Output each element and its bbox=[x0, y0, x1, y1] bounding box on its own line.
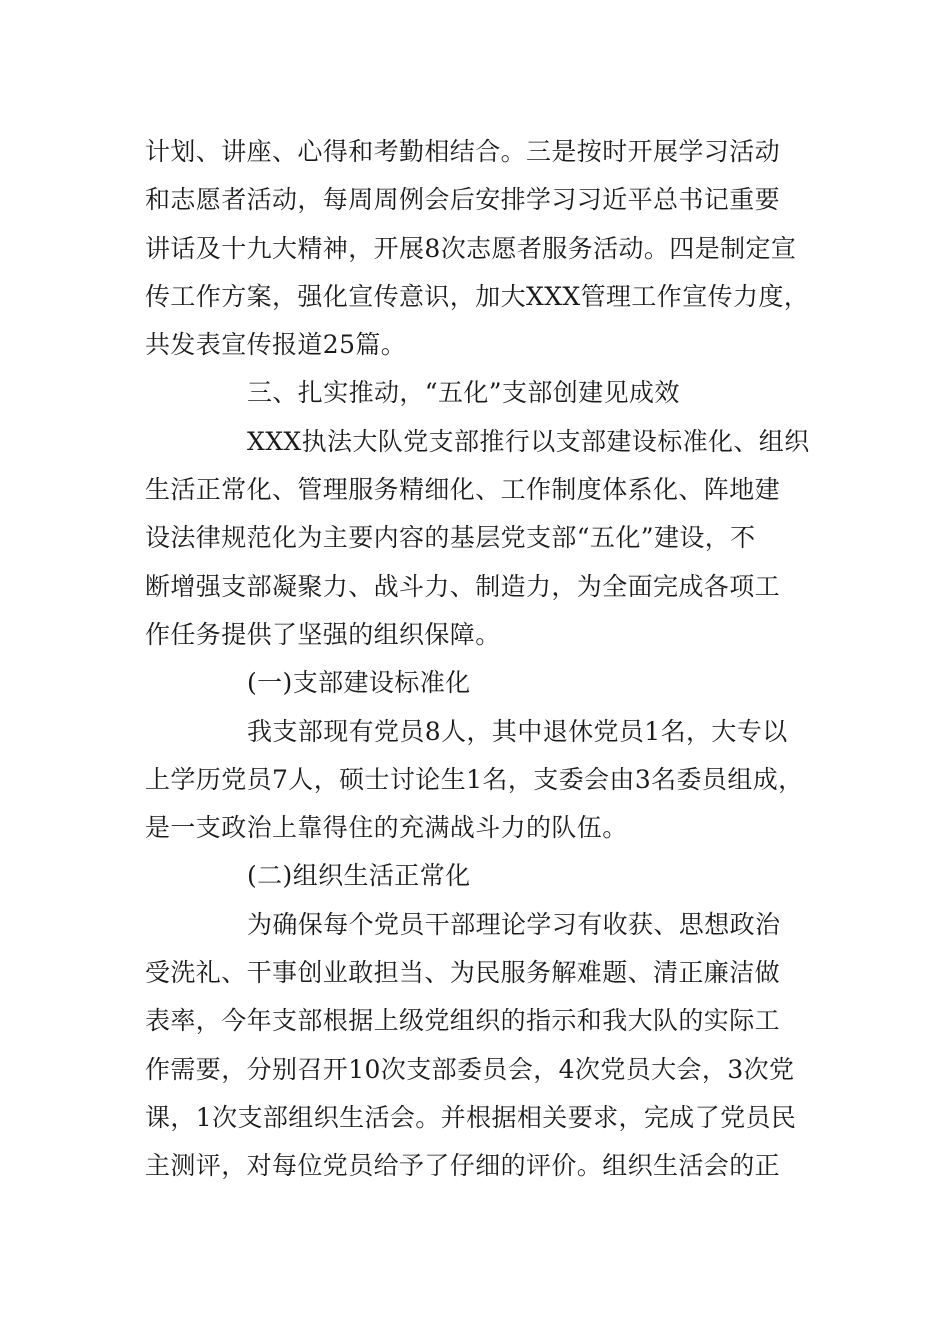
subsection-heading: (一)支部建设标准化 bbox=[247, 668, 471, 698]
text-line: 断增强支部凝聚力、战斗力、制造力，为全面完成各项工 bbox=[145, 571, 781, 601]
document-body bbox=[145, 128, 810, 1191]
text-line: XXX执法大队党支部推行以支部建设标准化、组织 bbox=[247, 426, 810, 456]
text-line: 计划、讲座、心得和考勤相结合。三是按时开展学习活动 bbox=[145, 137, 781, 166]
text-line: 共发表宣传报道25篇。 bbox=[145, 330, 407, 360]
text-line: 设法律规范化为主要内容的基层党支部“五化”建设，不 bbox=[145, 523, 756, 553]
subsection-heading: (二)组织生活正常化 bbox=[247, 861, 471, 891]
text-line: 受洗礼、干事创业敢担当、为民服务解难题、清正廉洁做 bbox=[145, 958, 781, 988]
text-line: 上学历党员7人，硕士讨论生1名，支委会由3名委员组成， bbox=[145, 764, 804, 794]
text-line: 是一支政治上靠得住的充满战斗力的队伍。 bbox=[145, 813, 628, 843]
text-line: 和志愿者活动，每周周例会后安排学习习近平总书记重要 bbox=[145, 185, 781, 215]
text-line: 主测评，对每位党员给予了仔细的评价。组织生活会的正 bbox=[145, 1151, 781, 1181]
text-line: 传工作方案，强化宣传意识，加大XXX管理工作宣传力度， bbox=[145, 281, 810, 311]
section-heading: 三、扎实推动，“五化”支部创建见成效 bbox=[247, 378, 680, 408]
text-line: 表率，今年支部根据上级党组织的指示和我大队的实际工 bbox=[145, 1006, 781, 1036]
text-line: 作需要，分别召开10次支部委员会，4次党员大会，3次党 bbox=[145, 1054, 795, 1084]
text-line: 我支部现有党员8人，其中退休党员1名，大专以 bbox=[247, 716, 788, 746]
text-line: 作任务提供了坚强的组织保障。 bbox=[145, 619, 501, 649]
text-line: 生活正常化、管理服务精细化、工作制度体系化、阵地建 bbox=[145, 475, 781, 505]
text-line: 为确保每个党员干部理论学习有收获、思想政治 bbox=[247, 909, 781, 939]
text-line: 课，1次支部组织生活会。并根据相关要求，完成了党员民 bbox=[145, 1102, 797, 1132]
text-line: 讲话及十九大精神，开展8次志愿者服务活动。四是制定宣 bbox=[145, 233, 797, 263]
